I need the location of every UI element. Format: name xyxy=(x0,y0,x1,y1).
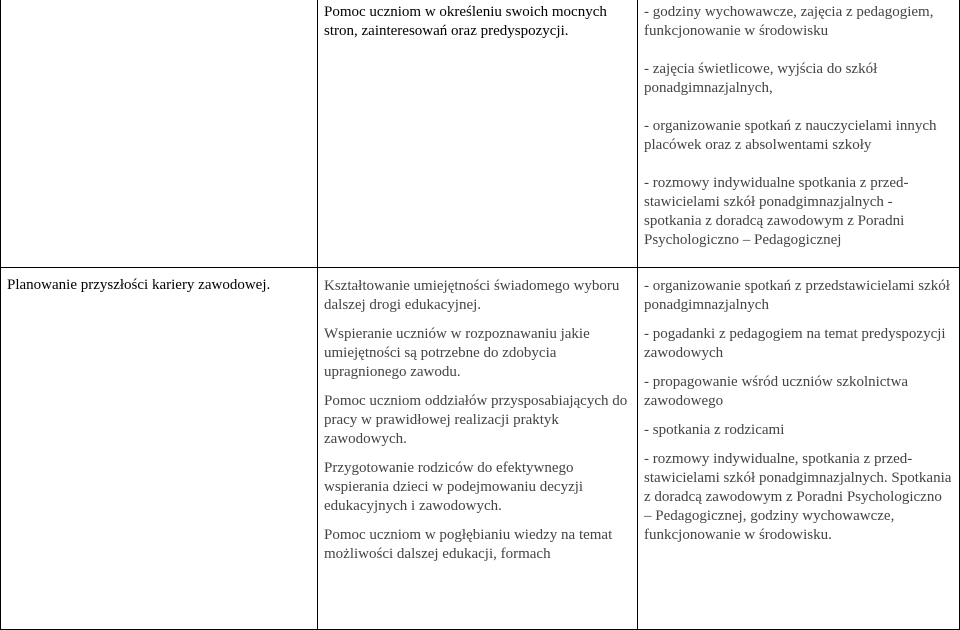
table-cell-goals xyxy=(318,0,638,268)
table-row xyxy=(1,0,960,268)
table-cell-actions xyxy=(638,268,960,630)
action-text: - organizowanie spotkań z nauczycielami innych placówek oraz z absolwentami szkoły xyxy=(644,118,937,153)
table-cell-goals xyxy=(318,268,638,630)
table-row xyxy=(1,268,960,630)
action-text: - rozmowy indywidualne, spotkania z przed-stawicielami szkół ponadgimnazjalnych. Spotkania z doradcą zawodowym z Poradni Psychologiczno – Pedagogicznej, godziny wychowawcze, funkcjonowanie w środowisku. xyxy=(644,451,952,543)
action-text: - rozmowy indywidualne spotkania z przed-stawicielami szkół ponadgimnazjalnych - spotkania z doradcą zawodowym z Poradni Psychologiczno – Pedagogicznej xyxy=(644,175,909,248)
goal-text: Wspieranie uczniów w rozpoznawaniu jakie umiejętności są potrzebne do zdobycia upragnionego zawodu. xyxy=(324,326,590,380)
table-cell-area xyxy=(1,268,318,630)
goal-text: Przygotowanie rodziców do efektywnego wspierania dzieci w podejmowaniu decyzji edukacyjnych i zawodowych. xyxy=(324,460,584,514)
table-cell-actions xyxy=(638,0,960,268)
goal-text: Pomoc uczniom w pogłębianiu wiedzy na temat możliwości dalszej edukacji, formach xyxy=(324,527,613,562)
action-text: - godziny wychowawcze, zajęcia z pedagogiem, funkcjonowanie w środowisku xyxy=(644,4,934,39)
action-text: - zajęcia świetlicowe, wyjścia do szkół ponadgimnazjalnych, xyxy=(644,61,878,96)
action-text: - spotkania z rodzicami xyxy=(644,422,785,438)
action-text: - pogadanki z pedagogiem na temat predyspozycji zawodowych xyxy=(644,326,946,361)
goal-text: Pomoc uczniom w określeniu swoich mocnych stron, zainteresowań oraz predyspozycji. xyxy=(324,4,607,39)
table-cell-area xyxy=(1,0,318,268)
action-text: - organizowanie spotkań z przedstawicielami szkół ponadgimnazjalnych xyxy=(644,278,950,313)
action-text: - propagowanie wśród uczniów szkolnictwa zawodowego xyxy=(644,374,909,409)
goal-text: Kształtowanie umiejętności świadomego wyboru dalszej drogi edukacyjnej. xyxy=(324,278,620,313)
area-title: Planowanie przyszłości kariery zawodowej. xyxy=(7,277,271,293)
goal-text: Pomoc uczniom oddziałów przysposabiających do pracy w prawidłowej realizacji praktyk zawodowych. xyxy=(324,393,628,447)
